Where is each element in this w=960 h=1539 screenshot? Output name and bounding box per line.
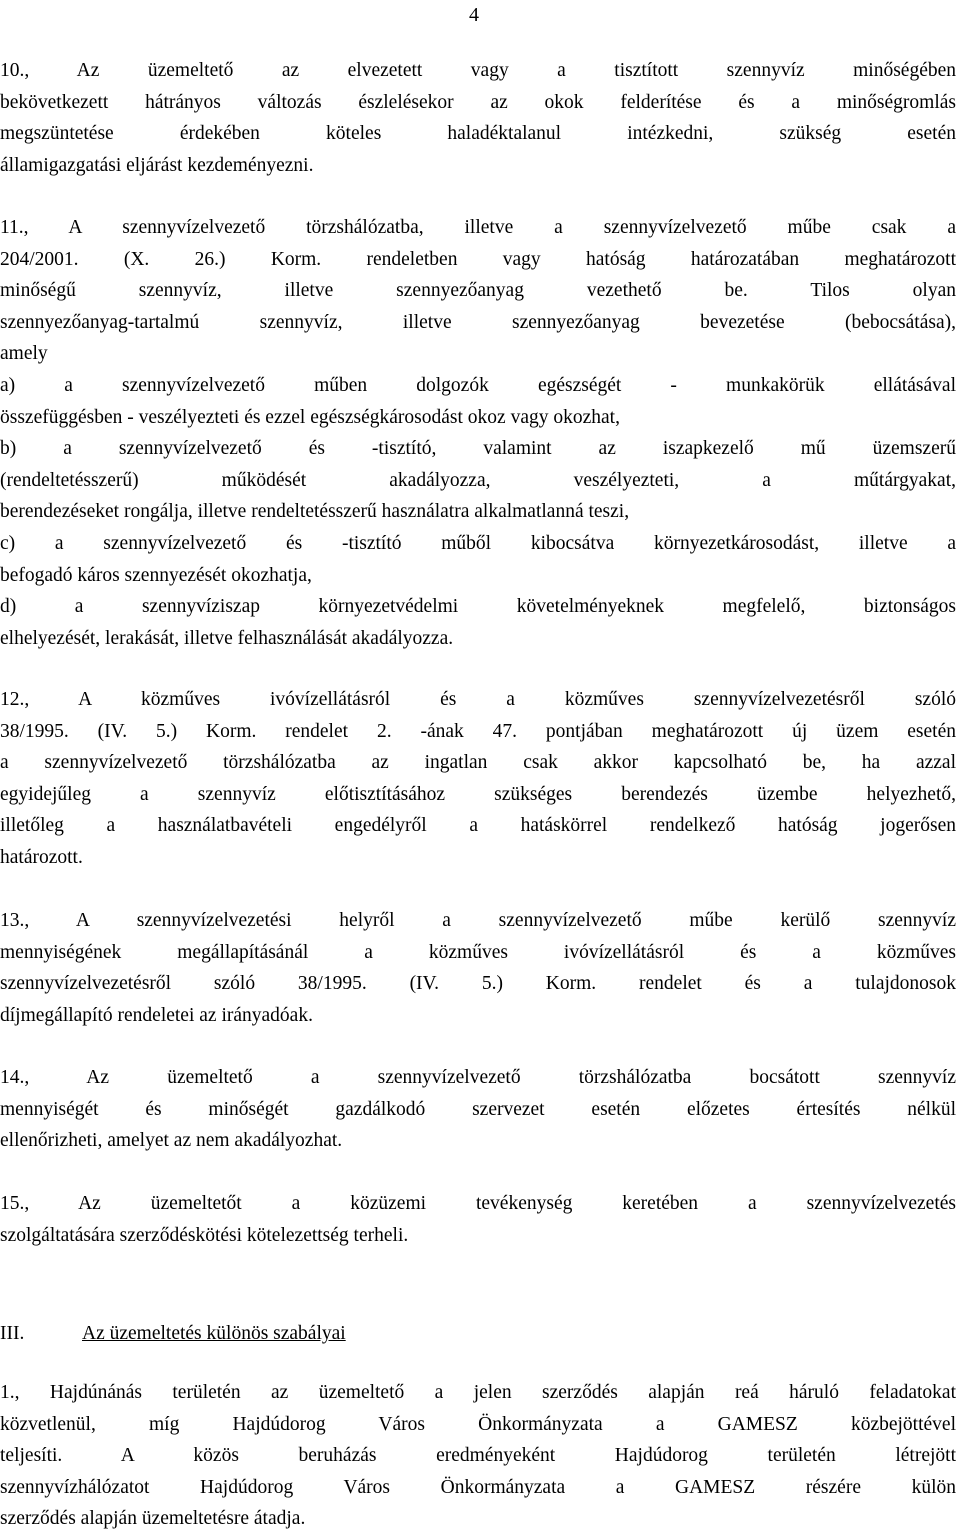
section-number: III.: [0, 1323, 25, 1344]
text-line: 12., A közműves ivóvízellátásról és a közműves szennyvízelvezetésről szóló: [0, 689, 956, 710]
text-line: díjmegállapító rendeletei az irányadóak.: [0, 1004, 313, 1026]
paragraph-p13: [0, 905, 956, 1031]
text-line: szennyvízelvezetésről szóló 38/1995. (IV. 5.) Korm. rendelet és a tulajdonosok: [0, 973, 956, 995]
text-line: 38/1995. (IV. 5.) Korm. rendelet 2. -ának 47. pontjában meghatározott új üzem esetén: [0, 720, 956, 742]
text-line: 15., Az üzemeltetőt a közüzemi tevékenység keretében a szennyvízelvezetés: [0, 1193, 956, 1214]
text-line: szennyezőanyag-tartalmú szennyvíz, illetve szennyezőanyag bevezetése (bebocsátása),: [0, 311, 956, 333]
text-line: megszüntetése érdekében köteles haladéktalanul intézkedni, szükség esetén: [0, 123, 956, 145]
text-line: mennyiségét és minőségét gazdálkodó szervezet esetén előzetes értesítés nélkül: [0, 1098, 956, 1120]
text-line: 204/2001. (X. 26.) Korm. rendeletben vagy hatóság határozatában meghatározott: [0, 248, 956, 270]
page-number: 4: [469, 4, 479, 26]
paragraph-p15: [0, 1188, 956, 1251]
text-line: a szennyvízelvezető törzshálózatba az ingatlan csak akkor kapcsolható be, ha azzal: [0, 752, 956, 774]
text-line: a) a szennyvízelvezető műben dolgozók egészségét - munkakörük ellátásával: [0, 374, 956, 396]
text-line: 1., Hajdúnánás területén az üzemeltető a jelen szerződés alapján reá háruló feladatokat: [0, 1382, 956, 1403]
text-line: (rendeltetésszerű) működését akadályozza, veszélyezteti, a műtárgyakat,: [0, 469, 956, 491]
text-line: államigazgatási eljárást kezdeményezni.: [0, 154, 314, 176]
text-line: 14., Az üzemeltető a szennyvízelvezető törzshálózatba bocsátott szennyvíz: [0, 1067, 956, 1088]
paragraph-p16: [0, 1377, 956, 1535]
text-line: berendezéseket rongálja, illetve rendeltetésszerű használatra alkalmatlanná teszi,: [0, 501, 630, 523]
text-line: minőségű szennyvíz, illetve szennyezőanyag vezethető be. Tilos olyan: [0, 280, 956, 302]
text-line: teljesíti. A közös beruházás eredményeként Hajdúdorog területén létrejött: [0, 1445, 956, 1467]
paragraph-p11: [0, 212, 956, 654]
text-line: 11., A szennyvízelvezető törzshálózatba, illetve a szennyvízelvezető műbe csak a: [0, 217, 956, 238]
text-line: szolgáltatására szerződéskötési kötelezettség terheli.: [0, 1224, 409, 1246]
text-line: szerződés alapján üzemeltetésre átadja.: [0, 1508, 306, 1530]
text-line: ellenőrizheti, amelyet az nem akadályozhat.: [0, 1130, 343, 1152]
paragraph-p10: [0, 55, 956, 181]
text-line: mennyiségének megállapításánál a közműves ivóvízellátásról és a közműves: [0, 941, 956, 963]
text-line: illetőleg a használatbavételi engedélyről a hatáskörrel rendelkező hatóság jogerősen: [0, 815, 956, 837]
text-line: 10., Az üzemeltető az elvezetett vagy a tisztított szennyvíz minőségében: [0, 60, 956, 81]
section-title: Az üzemeltetés különös szabályai: [82, 1323, 346, 1344]
text-line: egyidejűleg a szennyvíz előtisztításához szükséges berendezés üzembe helyezhető,: [0, 783, 956, 805]
text-line: b) a szennyvízelvezető és -tisztító, valamint az iszapkezelő mű üzemszerű: [0, 438, 956, 460]
text-line: amely: [0, 343, 48, 365]
text-line: összefüggésben - veszélyezteti és ezzel egészségkárosodást okoz vagy okozhat,: [0, 406, 620, 428]
text-line: d) a szennyvíziszap környezetvédelmi követelményeknek megfelelő, biztonságos: [0, 596, 956, 618]
section-heading: [0, 1318, 346, 1350]
text-line: bekövetkezett hátrányos változás észlelésekor az okok felderítése és a minőségromlás: [0, 91, 956, 113]
paragraph-p12: [0, 684, 956, 874]
text-line: befogadó káros szennyezését okozhatja,: [0, 564, 312, 586]
text-line: elhelyezését, lerakását, illetve felhasználását akadályozza.: [0, 627, 454, 649]
text-line: c) a szennyvízelvezető és -tisztító műből kibocsátva környezetkárosodást, illetve a: [0, 532, 956, 554]
text-line: szennyvízhálózatot Hajdúdorog Város Önkormányzata a GAMESZ részére külön: [0, 1476, 956, 1498]
text-line: közvetlenül, míg Hajdúdorog Város Önkormányzata a GAMESZ közbejöttével: [0, 1413, 956, 1435]
text-line: 13., A szennyvízelvezetési helyről a szennyvízelvezető műbe kerülő szennyvíz: [0, 910, 956, 931]
text-line: határozott.: [0, 846, 83, 868]
paragraph-p14: [0, 1062, 956, 1157]
